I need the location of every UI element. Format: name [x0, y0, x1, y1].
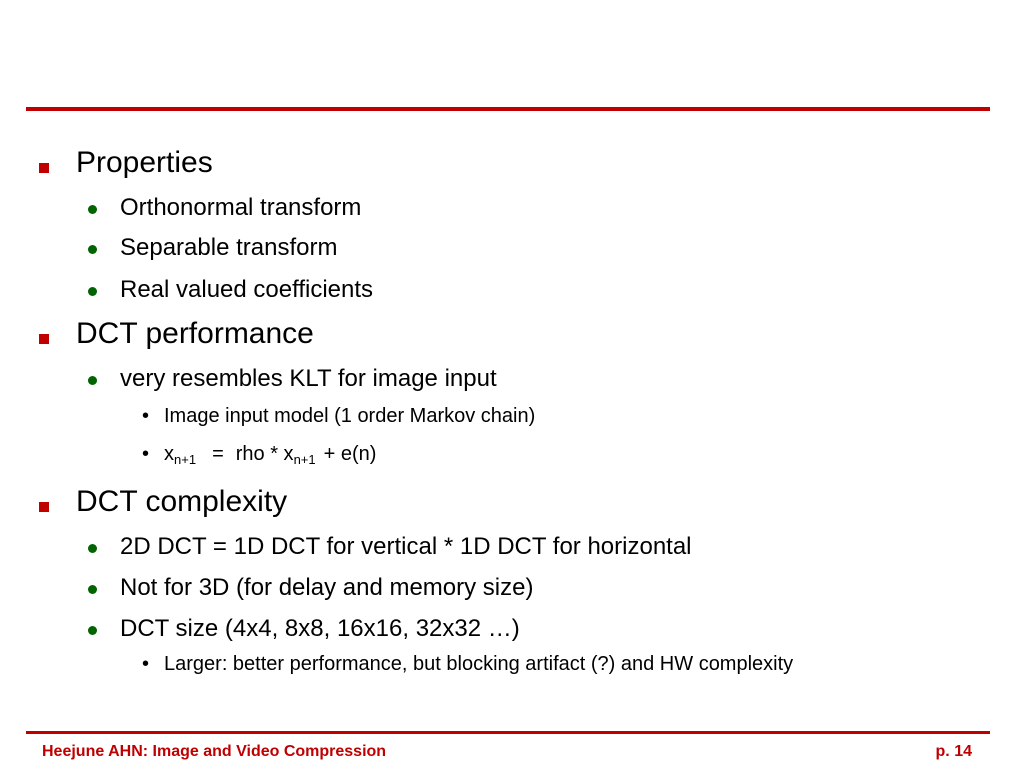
eq-equals: = — [212, 443, 224, 465]
subbullet-equation — [164, 443, 376, 466]
bullet-real-valued: Real valued coefficients — [120, 276, 374, 303]
dot-bullet-icon — [88, 626, 97, 635]
bullet-resembles-klt: very resembles KLT for image input — [120, 365, 497, 392]
square-bullet-icon — [39, 163, 49, 173]
subbullet-larger: Larger: better performance, but blocking artifact (?) and HW complexity — [164, 653, 794, 675]
dot-bullet-icon — [88, 287, 97, 296]
dot-bullet-icon — [88, 205, 97, 214]
square-bullet-icon — [39, 502, 49, 512]
bottom-divider — [26, 731, 990, 734]
bullet-dct-size: DCT size (4x4, 8x8, 16x16, 32x32 …) — [120, 615, 520, 642]
dot-bullet-icon — [88, 585, 97, 594]
section-heading-properties: Properties — [76, 146, 213, 179]
dot-bullet-icon — [88, 544, 97, 553]
section-heading-dct-complexity: DCT complexity — [76, 485, 288, 518]
eq-x-subscript: n+1 — [174, 452, 197, 467]
dot-bullet-icon — [88, 376, 97, 385]
small-dot-bullet-icon: • — [142, 443, 150, 465]
subbullet-markov-model: Image input model (1 order Markov chain) — [164, 405, 536, 427]
eq-x: x — [164, 443, 174, 465]
footer-title: Heejune AHN: Image and Video Compression — [42, 743, 387, 760]
dot-bullet-icon — [88, 245, 97, 254]
bullet-not-3d: Not for 3D (for delay and memory size) — [120, 574, 534, 601]
section-heading-dct-performance: DCT performance — [76, 317, 314, 350]
eq-mid: rho * x — [235, 443, 294, 465]
bullet-separable: Separable transform — [120, 234, 338, 261]
square-bullet-icon — [39, 334, 49, 344]
bullet-orthonormal: Orthonormal transform — [120, 194, 362, 221]
small-dot-bullet-icon: • — [142, 405, 150, 427]
page-number: p. 14 — [935, 743, 972, 760]
eq-x2-subscript: n+1 — [293, 452, 316, 467]
bullet-2d-dct: 2D DCT = 1D DCT for vertical * 1D DCT for horizontal — [120, 533, 692, 560]
small-dot-bullet-icon: • — [142, 653, 150, 675]
eq-tail: + e(n) — [323, 443, 377, 465]
